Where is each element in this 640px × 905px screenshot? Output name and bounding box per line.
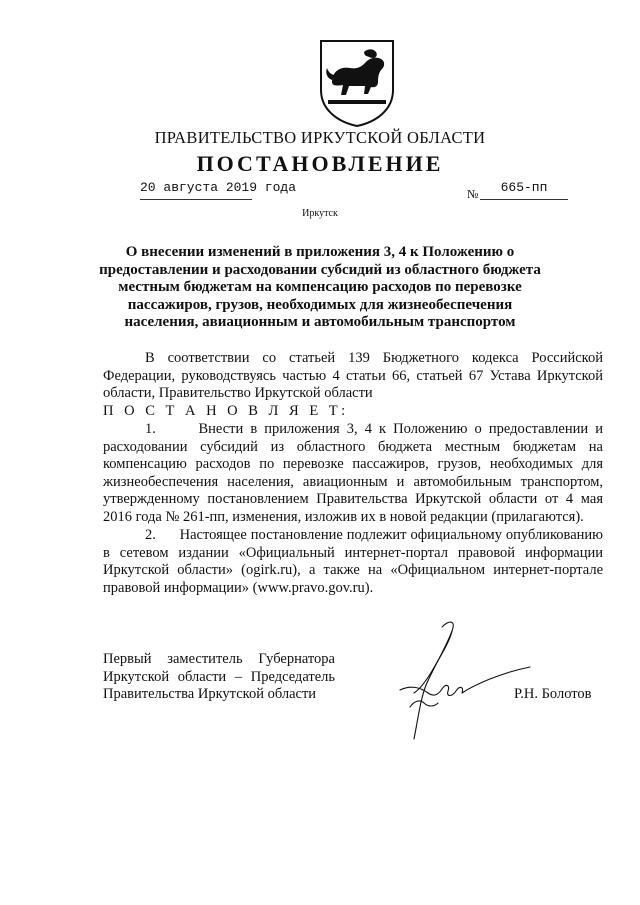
document-date: 20 августа 2019 года <box>140 180 252 200</box>
document-city: Иркутск <box>302 208 338 219</box>
signatory-position-line: Правительства Иркутской области <box>103 686 317 703</box>
government-name: ПРАВИТЕЛЬСТВО ИРКУТСКОЙ ОБЛАСТИ <box>154 128 486 147</box>
coat-of-arms-emblem <box>318 38 396 128</box>
paragraph-item-1: 1. Внести в приложения 3, 4 к Положению о предоставлении и расходовании субсидий из областного бюджета местным бюджетам на компенсацию расходов по перевозке пассажиров, грузов, необходимых для жизнеобеспечения населения, авиационным и автомобильным транспортом, утвержденному постановлением Правительства Иркутской области от 4 мая 2016 года № 261-пп, изменения, изложив их в новой редакции (прилагаются). <box>103 421 603 525</box>
signatory-name: Р.Н. Болотов <box>514 686 592 702</box>
preamble-paragraph: В соответствии со статьей 139 Бюджетного кодекса Российской Федерации, руководствуясь частью 4 статьи 66, статьей 67 Устава Иркутской области, Правительство Иркутской области <box>103 350 603 402</box>
resolves-heading: П О С Т А Н О В Л Я Е Т: <box>103 403 349 419</box>
document-type-heading: ПОСТАНОВЛЕНИЕ <box>196 151 444 176</box>
handwritten-signature <box>380 615 555 745</box>
number-label: № <box>467 187 479 201</box>
signatory-position <box>103 651 335 704</box>
signatory-position-line: Первый заместитель Губернатора <box>103 651 335 667</box>
document-title: О внесении изменений в приложения 3, 4 к Положению о предоставлении и расходовании субсидий из областного бюджета местным бюджетам на компенсацию расходов по перевозке пассажиров, грузов, необходимых для жизнеобеспечения населения, авиационным и автомобильным транспортом <box>99 244 541 330</box>
signatory-position-line: Иркутской области – Председатель <box>103 668 335 685</box>
document-number: 665-пп <box>480 180 568 200</box>
paragraph-item-2: 2. Настоящее постановление подлежит официальному опубликованию в сетевом издании «Официальный интернет-портал правовой информации Иркутской области» (ogirk.ru), а также на «Официальном интернет-портале правовой информации» (www.pravo.gov.ru). <box>103 527 603 596</box>
